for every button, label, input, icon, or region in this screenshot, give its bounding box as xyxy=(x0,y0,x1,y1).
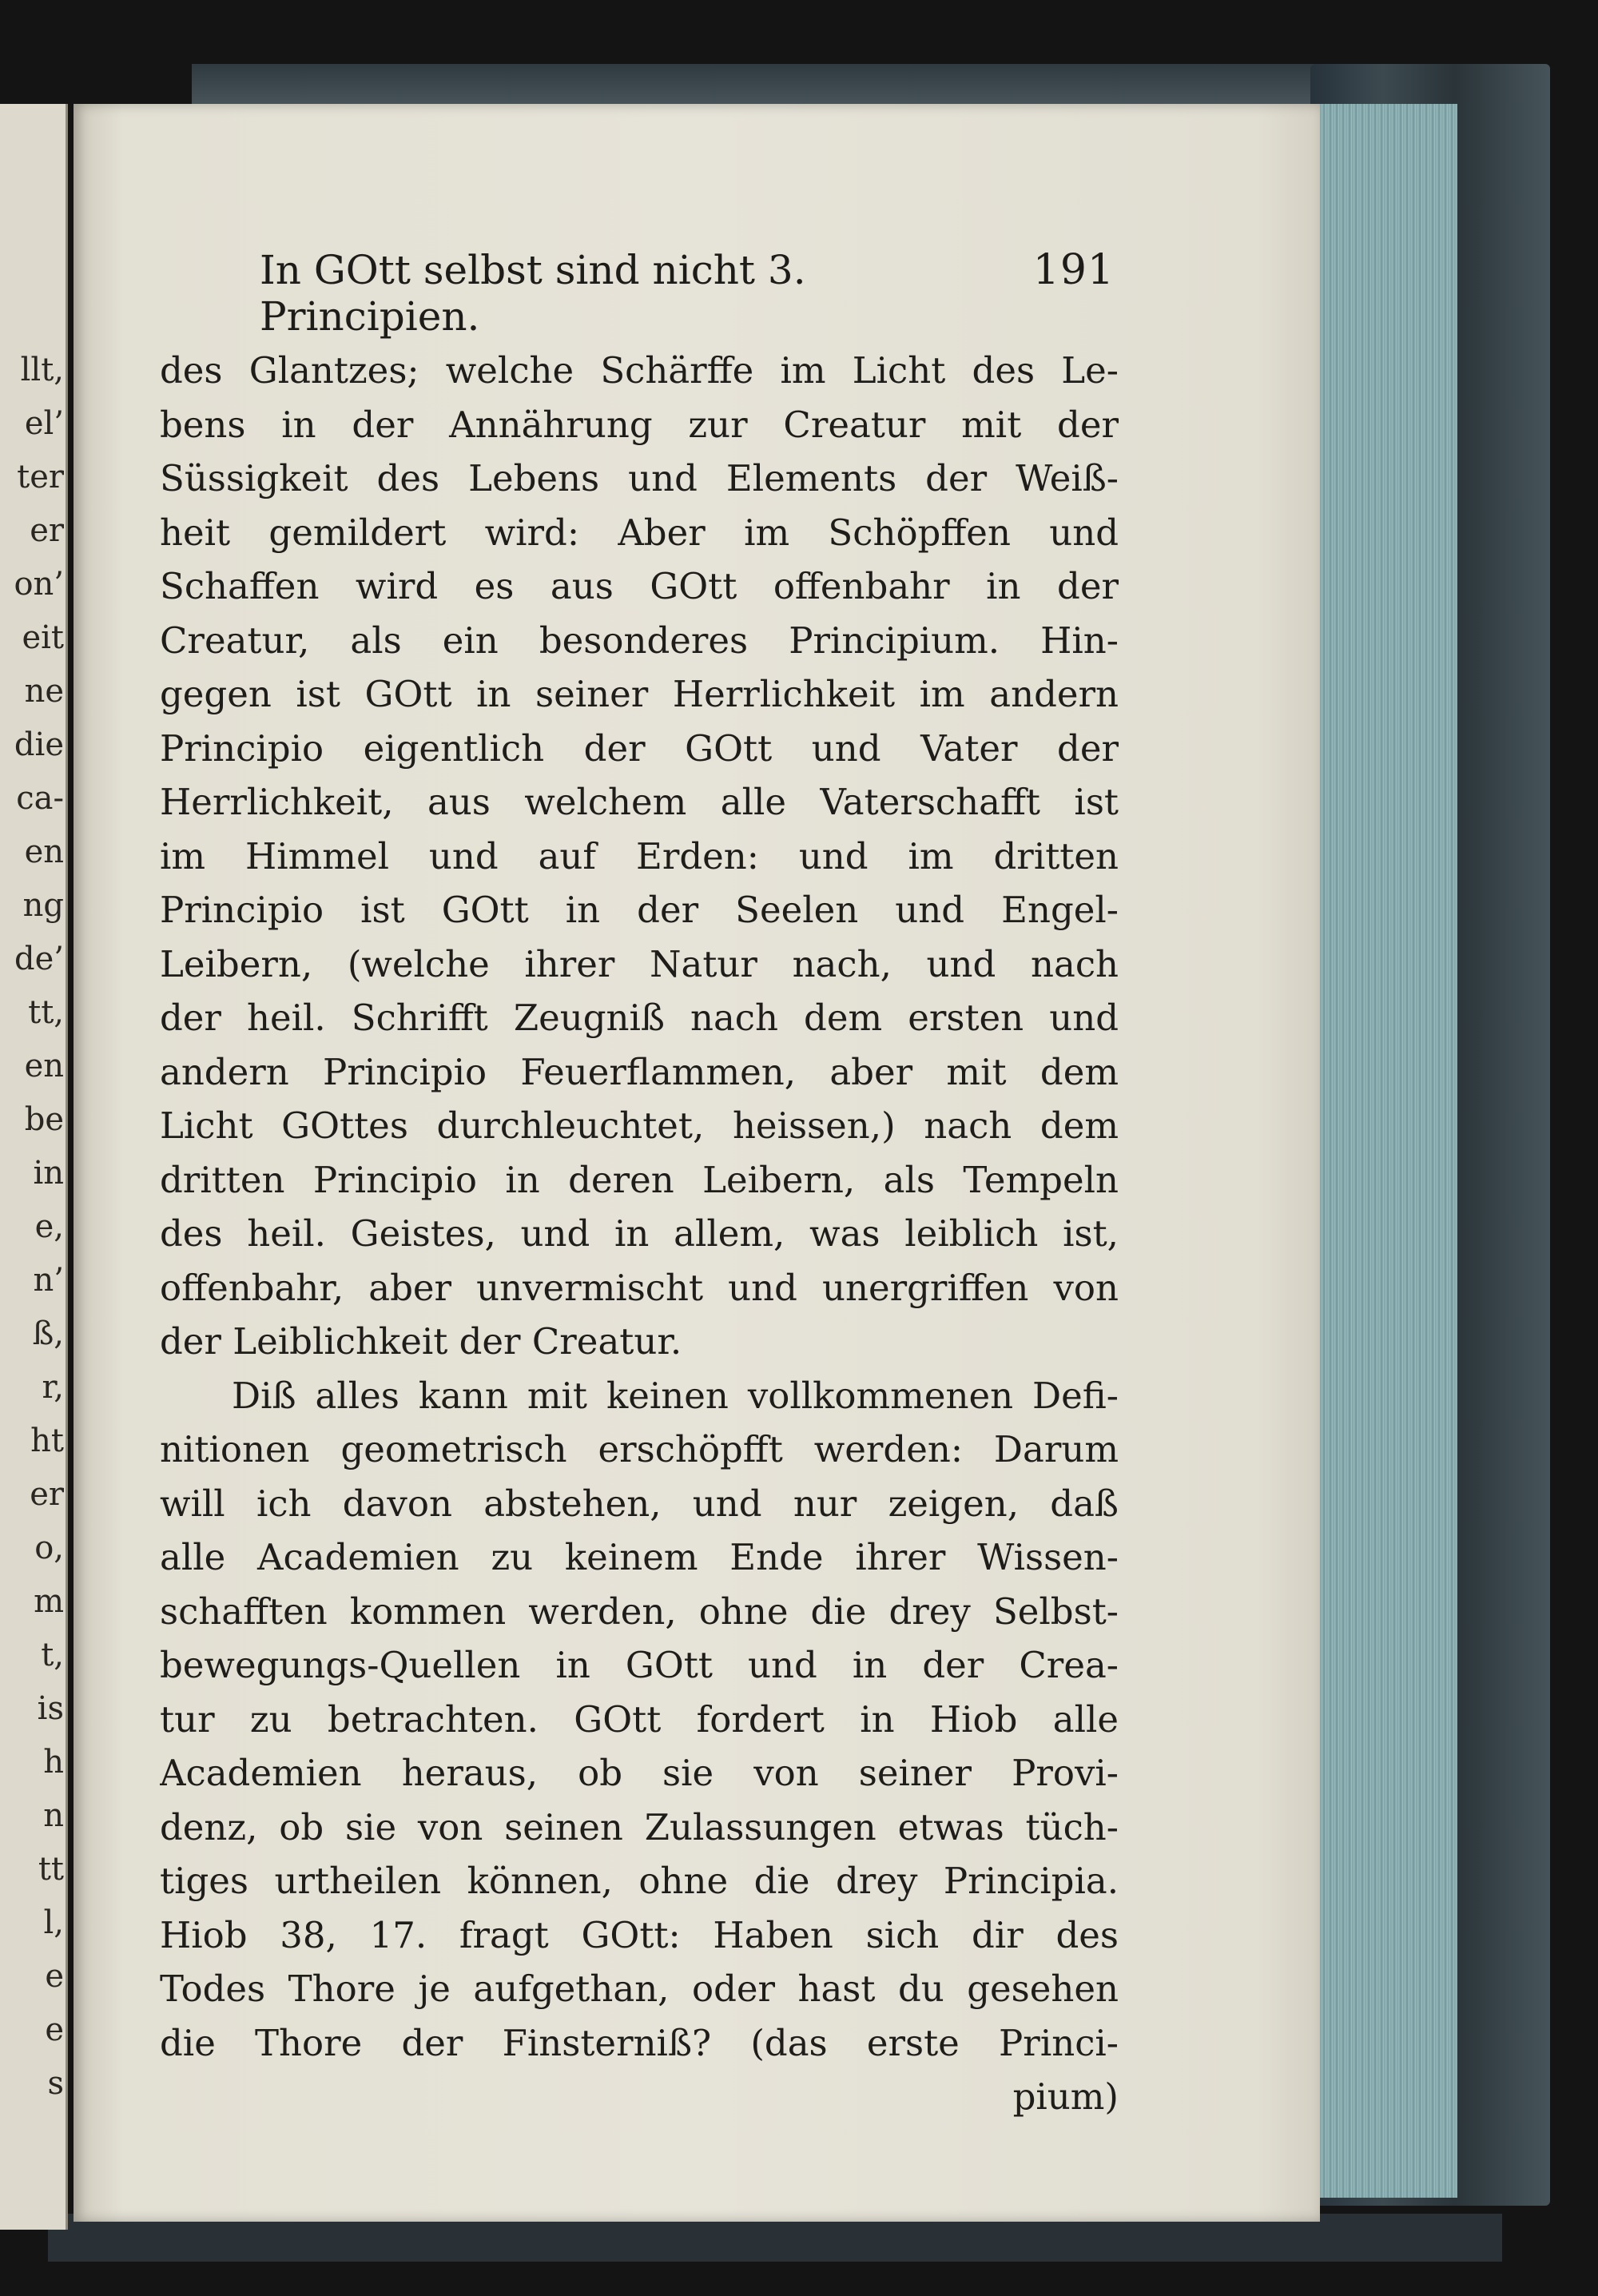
text-line: bens in der Annährung zur Creatur mit der xyxy=(160,403,1119,446)
text-line: nitionen geometrisch erschöpfft werden: Darum xyxy=(160,1428,1119,1470)
left-page-fragment: s xyxy=(47,2065,64,2102)
left-page-fragment: h xyxy=(43,1744,64,1781)
text-line: tur zu betrachten. GOtt fordert in Hiob alle xyxy=(160,1697,1119,1741)
text-line: denz, ob sie von seinen Zulassungen etwas tüch- xyxy=(160,1805,1119,1848)
left-page-fragment: ß, xyxy=(32,1315,64,1352)
body-text xyxy=(160,344,1119,2124)
text-line: bewegungs-Quellen in GOtt und in der Crea- xyxy=(160,1644,1119,1686)
text-line: schafften kommen werden, ohne die drey Selbst- xyxy=(160,1590,1119,1633)
text-line: Principio eigentlich der GOtt und Vater der xyxy=(160,726,1119,770)
text-line: Todes Thore je aufgethan, oder hast du gesehen xyxy=(160,1968,1119,2010)
left-page-fragment: de’ xyxy=(14,941,64,977)
left-page-fragment: ca- xyxy=(16,780,64,817)
left-page-fragment: tt, xyxy=(28,994,64,1031)
text-line: dritten Principio in deren Leibern, als Tempeln xyxy=(160,1158,1119,1201)
text-line: die Thore der Finsterniß? (das erste Princi- xyxy=(160,2021,1119,2064)
left-page-fragment: ne xyxy=(24,673,64,710)
text-line: Academien heraus, ob sie von seiner Provi- xyxy=(160,1752,1119,1794)
catchword: pium) xyxy=(1012,2075,1119,2118)
page-number: 191 xyxy=(1032,246,1115,294)
text-line: Licht GOttes durchleuchtet, heissen,) nach dem xyxy=(160,1104,1119,1147)
page-block-fore-edge xyxy=(1310,104,1457,2198)
left-page-fragment: ter xyxy=(17,459,64,495)
left-page-fragment: n’ xyxy=(33,1262,64,1299)
text-line: Schaffen wird es aus GOtt offenbahr in der xyxy=(160,565,1119,607)
text-line: Diß alles kann mit keinen vollkommenen Defi- xyxy=(232,1374,1119,1417)
left-page-fragment: in xyxy=(33,1155,64,1192)
left-page-fragment: eit xyxy=(22,619,64,656)
left-page-fragment: en xyxy=(24,1048,64,1084)
left-page-fragment: en xyxy=(24,834,64,870)
left-page-edge xyxy=(0,104,68,2230)
left-page-fragment: o, xyxy=(34,1530,64,1566)
text-line: andern Principio Feuerflammen, aber mit dem xyxy=(160,1050,1119,1093)
text-line: des Glantzes; welche Schärffe im Licht des Le- xyxy=(160,349,1119,392)
left-page-fragment: e xyxy=(45,1958,64,1995)
left-page-fragment: llt, xyxy=(20,352,64,388)
left-page-fragment: l, xyxy=(43,1904,64,1941)
left-page-fragment: m xyxy=(34,1583,64,1620)
running-head-title: In GOtt selbst sind nicht 3. Principien. xyxy=(260,247,806,340)
left-page-fragment: t, xyxy=(41,1637,64,1673)
text-line: gegen ist GOtt in seiner Herrlichkeit im andern xyxy=(160,673,1119,715)
text-line: im Himmel und auf Erden: und im dritten xyxy=(160,834,1119,877)
left-page-text-fragments xyxy=(3,344,64,2111)
left-page-fragment: n xyxy=(43,1797,64,1834)
left-page-fragment: ht xyxy=(30,1423,64,1459)
left-page-fragment: el’ xyxy=(24,405,64,442)
text-line: tiges urtheilen können, ohne die drey Principia. xyxy=(160,1860,1119,1902)
text-line: Leibern, (welche ihrer Natur nach, und nach xyxy=(160,942,1119,985)
left-page-fragment: er xyxy=(30,512,64,549)
text-line: offenbahr, aber unvermischt und unergriffen von xyxy=(160,1266,1119,1309)
left-page-fragment: tt xyxy=(38,1851,64,1888)
text-line: heit gemildert wird: Aber im Schöpffen und xyxy=(160,511,1119,554)
text-line: der heil. Schrifft Zeugniß nach dem ersten und xyxy=(160,997,1119,1039)
text-line: Herrlichkeit, aus welchem alle Vaterschafft ist xyxy=(160,781,1119,823)
text-line: Süssigkeit des Lebens und Elements der Weiß- xyxy=(160,457,1119,499)
left-page-fragment: die xyxy=(14,726,64,763)
text-line: will ich davon abstehen, und nur zeigen, daß xyxy=(160,1482,1119,1525)
text-line: der Leiblichkeit der Creatur. xyxy=(160,1320,682,1363)
left-page-fragment: e, xyxy=(34,1208,64,1245)
left-page-fragment: er xyxy=(30,1476,64,1513)
left-page-fragment: r, xyxy=(42,1369,64,1406)
left-page-fragment: ng xyxy=(22,887,64,924)
left-page-fragment: is xyxy=(37,1690,64,1727)
text-line: des heil. Geistes, und in allem, was leiblich ist, xyxy=(160,1212,1119,1255)
text-line: Creatur, als ein besonderes Principium. Hin- xyxy=(160,619,1119,662)
text-line: Hiob 38, 17. fragt GOtt: Haben sich dir des xyxy=(160,1913,1119,1956)
running-head xyxy=(260,246,1115,340)
left-page-fragment: on’ xyxy=(14,566,64,603)
text-line: alle Academien zu keinem Ende ihrer Wissen- xyxy=(160,1536,1119,1578)
left-page-fragment: be xyxy=(24,1101,64,1138)
text-line: Principio ist GOtt in der Seelen und Engel- xyxy=(160,889,1119,931)
left-page-fragment: e xyxy=(45,2011,64,2048)
